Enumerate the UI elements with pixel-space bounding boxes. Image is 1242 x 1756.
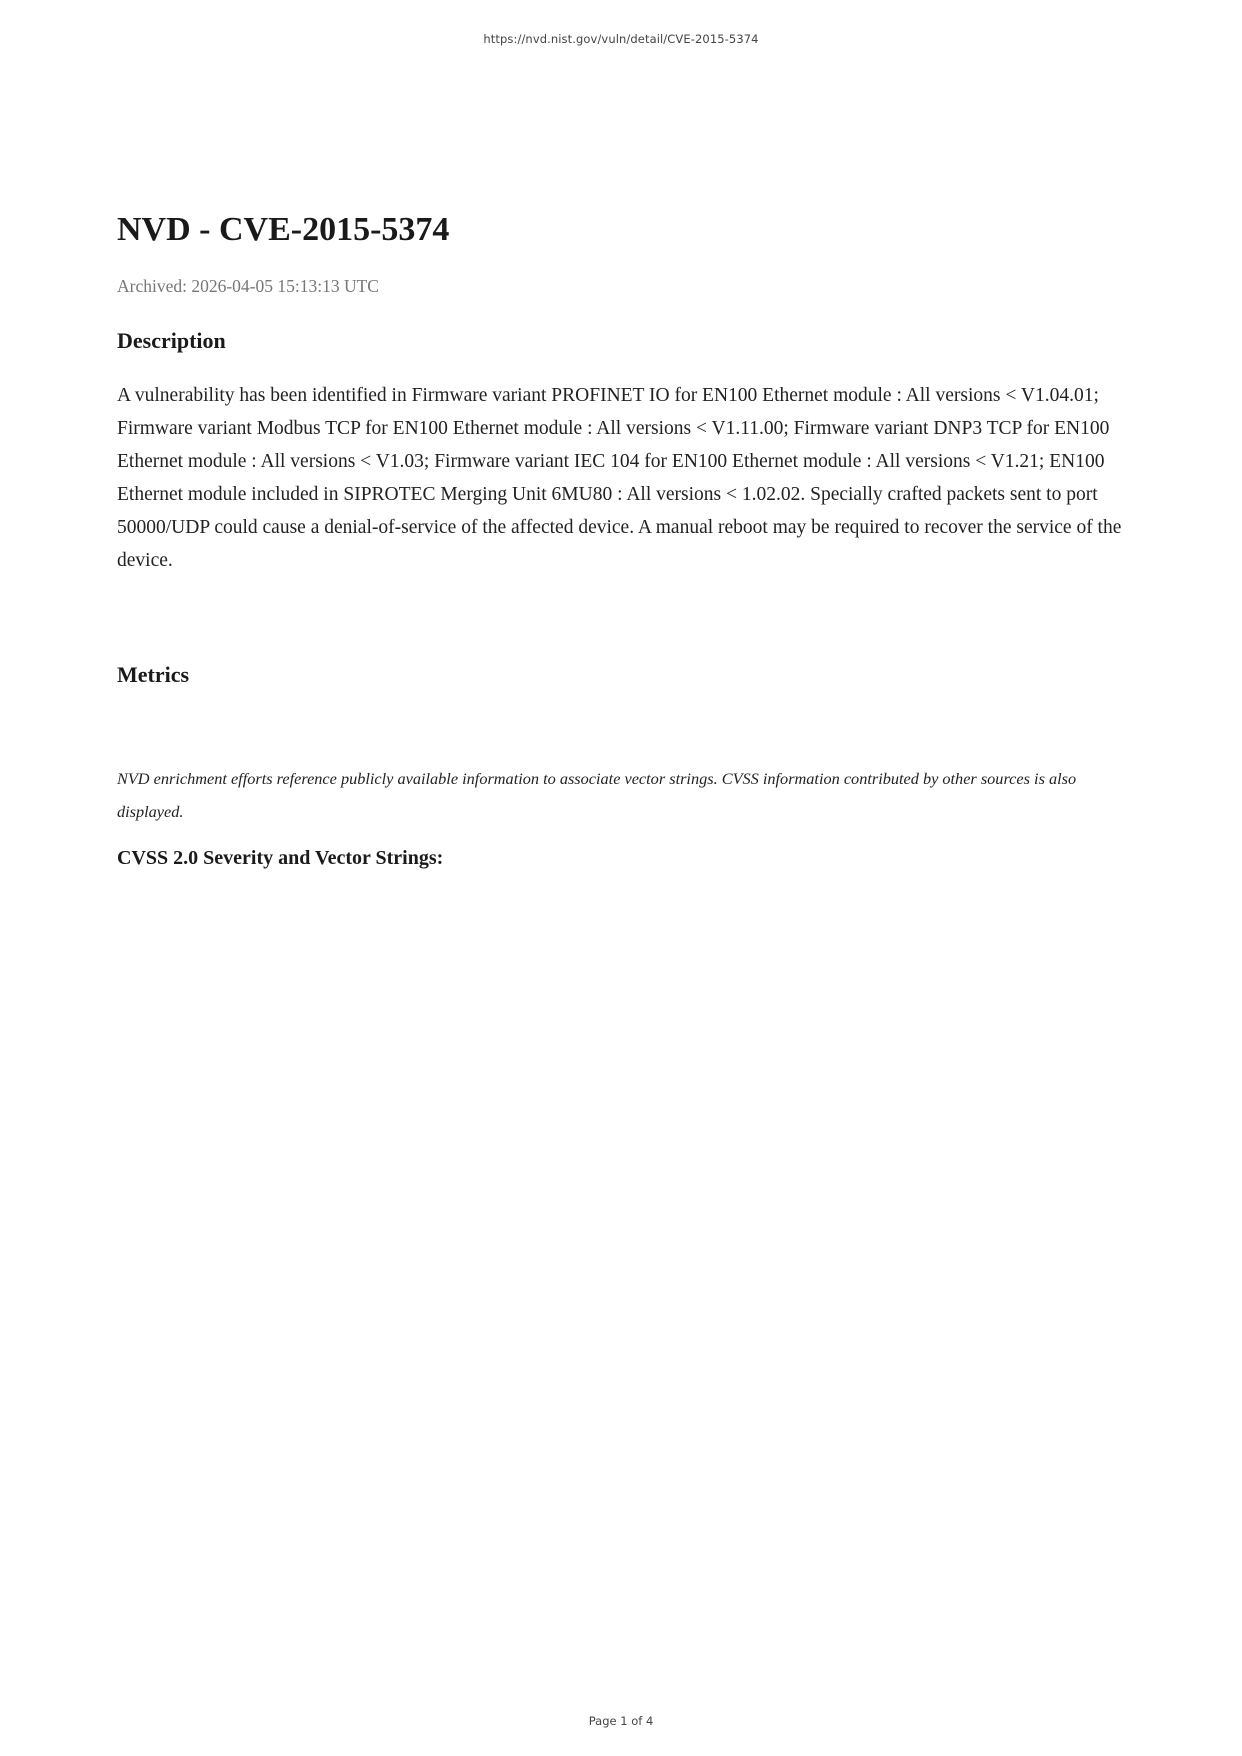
page-number-footer: Page 1 of 4 <box>588 1714 654 1728</box>
archived-timestamp: Archived: 2026-04-05 15:13:13 UTC <box>117 276 379 296</box>
metrics-heading: Metrics <box>117 662 190 687</box>
description-text: A vulnerability has been identified in Firmware variant PROFINET IO for EN100 Ethernet module : All versions < V1.04.01; Firmware variant Modbus TCP for EN100 Ethernet module : All versions < V1.11.00; Firmware variant DNP3 TCP for EN100 Ethernet module : All versions < V1.03; Firmware variant IEC 104 for EN100 Ethernet module : All versions < V1.21; EN100 Ethernet module included in SIPROTEC Merging Unit 6MU80 : All versions < 1.02.02. Specially crafted packets sent to port 50000/UDP could cause a denial-of-service of the affected device. A manual reboot may be required to recover the service of the device. <box>117 385 1122 571</box>
cvss2-heading: CVSS 2.0 Severity and Vector Strings: <box>117 847 444 869</box>
page-title: NVD - CVE-2015-5374 <box>117 211 450 248</box>
page-url-header: https://nvd.nist.gov/vuln/detail/CVE-2015-5374 <box>483 32 759 46</box>
description-heading: Description <box>117 328 226 353</box>
metrics-note: NVD enrichment efforts reference publicly available information to associate vector strings. CVSS information contributed by other sources is also displayed. <box>117 769 1077 821</box>
document-content <box>117 206 1122 872</box>
